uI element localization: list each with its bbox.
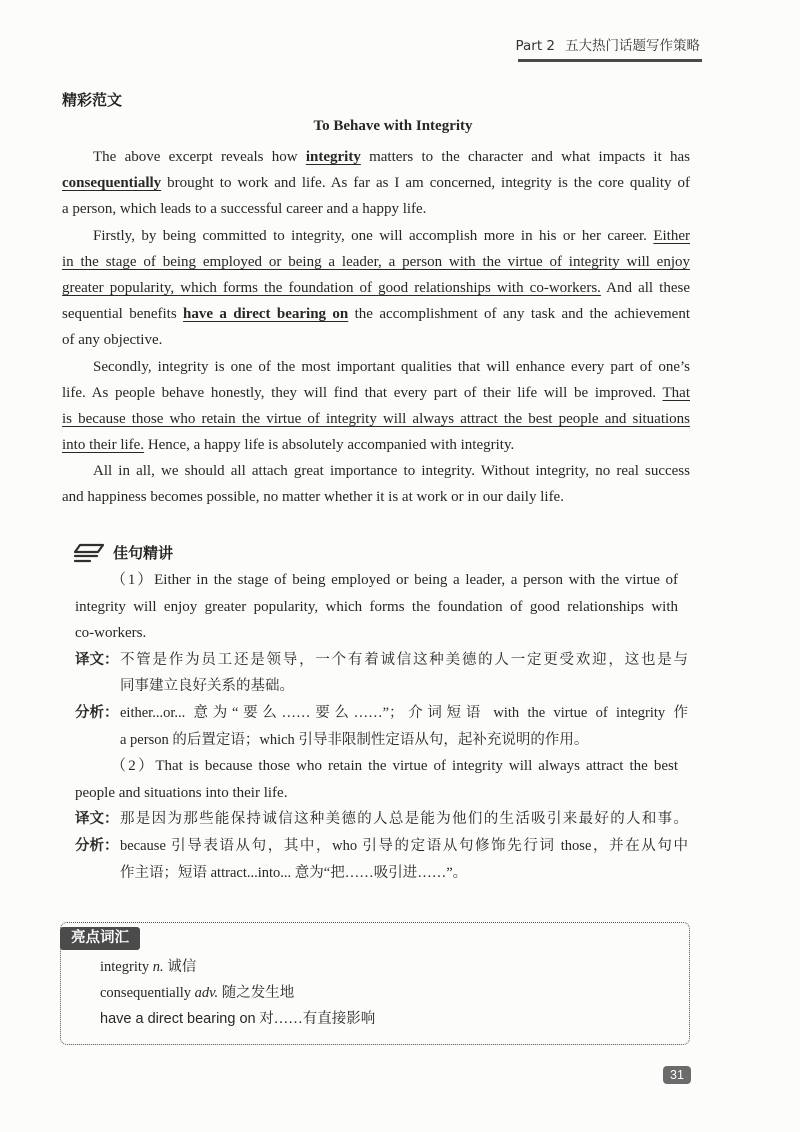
essay-line: [62, 380, 690, 406]
running-header: [515, 36, 700, 56]
text-run: life. As people behave honestly, they will find that every part of their life will be improved.: [62, 384, 663, 401]
vocab-word: have a direct bearing on: [100, 1011, 256, 1027]
vocab-pos: adv.: [194, 985, 219, 1001]
vocab-word: consequentially: [100, 985, 192, 1001]
vocab-word: integrity: [100, 959, 150, 975]
translation-label: 译文：: [75, 651, 119, 668]
text-run: integrity will enjoy greater popularity, which forms the foundation of good relationships with: [75, 598, 678, 615]
text-run: co-workers.: [75, 625, 147, 642]
sentence-number: （2）: [111, 758, 156, 775]
vocab-list: [100, 954, 660, 1032]
translation-text: [120, 806, 688, 833]
essay-line: [62, 275, 690, 301]
text-run: of any objective.: [62, 332, 163, 349]
essay-line: [62, 170, 690, 196]
analysis-block: [75, 833, 688, 886]
analysis-text: [120, 700, 688, 753]
pen-notepad-icon: [72, 542, 106, 564]
highlight-sentence: That: [662, 384, 690, 401]
text-run: Secondly, integrity is one of the most important qualities that will enhance every part of one’s: [93, 358, 690, 375]
header-part: Part 2: [515, 38, 555, 54]
analysis-line: 作主语；短语 attract...into... 意为“把……吸引进……”。: [120, 864, 468, 881]
essay-line: [62, 144, 690, 170]
highlight-sentence: greater popularity, which forms the foundation of good relationships with co-workers.: [62, 279, 601, 296]
essay-line: [62, 484, 690, 510]
essay-line: [62, 406, 690, 432]
text-run: the accomplishment of any task and the achievement: [348, 306, 690, 323]
translation-block: [75, 647, 688, 700]
essay-line: [62, 432, 690, 458]
text-run: a person, which leads to a successful career and a happy life.: [62, 201, 427, 218]
highlight-sentence: in the stage of being employed or being a leader, a person with the virtue of integrity will enjoy: [62, 253, 690, 270]
highlight-sentence: is because those who retain the virtue of integrity will always attract the best people and situations: [62, 410, 690, 427]
highlight-sentence: into their life.: [62, 437, 145, 454]
essay-body: [62, 144, 690, 511]
text-run: brought to work and life. As far as I am concerned, integrity is the core quality of: [161, 175, 690, 192]
essay-line: [62, 354, 690, 380]
essay-title: To Behave with Integrity: [313, 118, 473, 134]
vocab-label: 亮点词汇: [60, 927, 140, 950]
analysis-line: because 引导表语从句，其中，who 引导的定语从句修饰先行词 those，并在从句中: [120, 837, 688, 854]
header-title: 五大热门话题写作策略: [565, 38, 700, 54]
analysis-text: [120, 833, 688, 886]
sentence-line: [75, 753, 678, 780]
highlight-word: consequentially: [62, 175, 162, 192]
page-number: 31: [663, 1066, 691, 1084]
header-rule: [518, 59, 702, 62]
sentence-line: [75, 620, 678, 647]
vocab-meaning: 诚信: [167, 959, 197, 975]
key-sentences: [75, 567, 688, 886]
analysis-line: a person 的后置定语；which 引导非限制性定语从句，起补充说明的作用。: [120, 731, 589, 748]
analysis-label: 分析：: [75, 837, 119, 854]
text-run: and happiness becomes possible, no matter whether it is at work or in our daily life.: [62, 489, 564, 506]
highlight-word: integrity: [305, 149, 361, 165]
sentence-line: [75, 780, 678, 807]
text-run: All in all, we should all attach great importance to integrity. Without integrity, no real success: [93, 463, 690, 480]
vocab-meaning: 对……有直接影响: [259, 1011, 376, 1027]
text-run: The above excerpt reveals how: [93, 149, 306, 165]
essay-line: [62, 327, 690, 353]
translation-block: [75, 806, 688, 833]
vocab-item: [100, 1006, 660, 1032]
essay-line: [62, 249, 690, 275]
text-run: sequential benefits: [62, 306, 184, 323]
essay-line: [62, 458, 690, 484]
text-run: Firstly, by being committed to integrity, one will accomplish more in his or her career.: [93, 227, 654, 244]
translation-label: 译文：: [75, 811, 119, 828]
vocab-item: [100, 954, 660, 980]
vocab-item: [100, 980, 660, 1006]
translation-line: 不管是作为员工还是领导，一个有着诚信这种美德的人一定更受欢迎，这也是与: [120, 651, 688, 668]
text-run: Either in the stage of being employed or being a leader, a person with the virtue of: [154, 572, 678, 588]
vocab-meaning: 随之发生地: [221, 985, 295, 1001]
sentence-number: （1）: [111, 572, 155, 588]
analysis-line: either...or... 意为“要么……要么……”；介词短语 with the virtue of integrity 作: [120, 704, 688, 721]
essay-line: [62, 301, 690, 327]
text-run: And all these: [600, 279, 690, 296]
essay-line: [62, 196, 690, 222]
sentence-line: [75, 594, 678, 621]
highlight-word: have a direct bearing on: [183, 306, 349, 323]
text-run: That is because those who retain the virtue of integrity will always attract the best: [155, 758, 678, 775]
sentences-section-label: 佳句精讲: [113, 544, 174, 562]
essay-section-label: 精彩范文: [62, 91, 123, 109]
text-run: matters to the character and what impacts it has: [360, 149, 691, 165]
text-run: Hence, a happy life is absolutely accompanied with integrity.: [144, 437, 515, 454]
essay-line: [62, 223, 690, 249]
highlight-sentence: Either: [653, 227, 690, 244]
sentence-line: [75, 567, 678, 594]
text-run: people and situations into their life.: [75, 784, 288, 801]
vocab-pos: n.: [152, 959, 164, 975]
analysis-block: [75, 700, 688, 753]
translation-line: 那是因为那些能保持诚信这种美德的人总是能为他们的生活吸引来最好的人和事。: [120, 811, 688, 828]
translation-text: [120, 647, 688, 700]
analysis-label: 分析：: [75, 704, 119, 721]
translation-line: 同事建立良好关系的基础。: [120, 678, 294, 695]
